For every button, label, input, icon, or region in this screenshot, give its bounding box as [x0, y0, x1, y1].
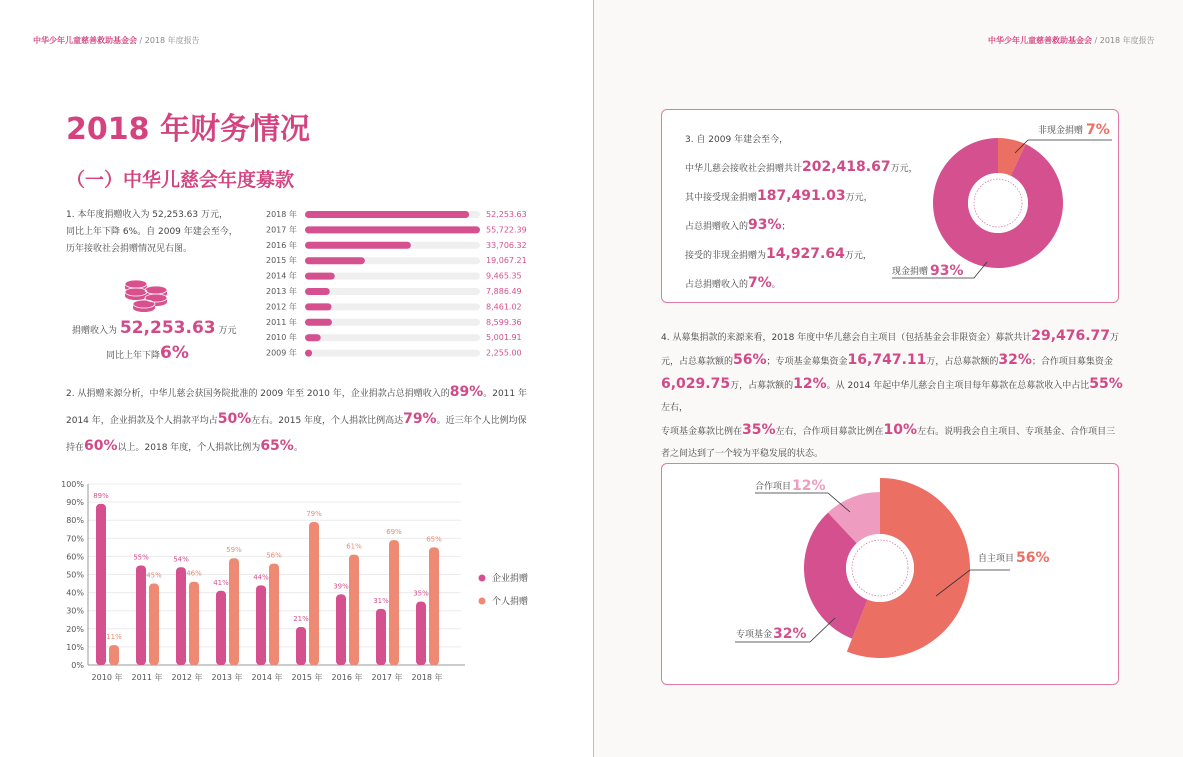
column-个人捐赠-4	[269, 564, 279, 665]
cash-noncash-donut-chart	[870, 112, 1120, 298]
column-企业捐赠-4	[256, 585, 266, 665]
yoy-value: 6%	[160, 343, 189, 363]
column-data-label: 31%	[373, 596, 389, 605]
bar-year-label: 2017 年	[266, 225, 297, 235]
slice-value-self: 56%	[1016, 550, 1050, 566]
y-tick-label: 0%	[71, 661, 84, 670]
column-data-label: 44%	[253, 573, 269, 582]
intro-paragraph: 1. 本年度捐赠收入为 52,253.63 万元， 同比上年下降 6%。自 2009 年建会至今， 历年接收社会捐赠情况见右图。	[66, 210, 238, 254]
slice-label-self: 自主项目	[978, 554, 1015, 564]
x-tick-label: 2016 年	[331, 673, 363, 682]
column-企业捐赠-2	[176, 567, 186, 665]
x-tick-label: 2017 年	[371, 673, 403, 682]
bar-value-1	[305, 226, 480, 233]
y-tick-label: 40%	[66, 588, 84, 598]
slice-value-coop: 12%	[792, 478, 826, 494]
column-企业捐赠-8	[416, 602, 426, 665]
legend-swatch	[479, 598, 486, 605]
bar-value-label: 9,465.35	[486, 271, 522, 281]
slice-label-noncash: 非现金捐赠	[1038, 126, 1084, 136]
bar-value-3	[305, 257, 365, 264]
slice-label-cash: 现金捐赠	[892, 267, 929, 277]
y-tick-label: 100%	[61, 480, 84, 489]
y-tick-label: 70%	[66, 534, 84, 544]
bar-year-label: 2018 年	[266, 210, 297, 219]
section-heading: （一）中华儿慈会年度募款	[66, 169, 295, 191]
bar-track	[305, 334, 480, 341]
x-tick-label: 2018 年	[411, 673, 443, 682]
column-企业捐赠-3	[216, 591, 226, 665]
column-data-label: 89%	[93, 491, 109, 500]
y-tick-label: 10%	[66, 642, 84, 652]
y-tick-label: 50%	[66, 570, 84, 580]
bar-year-label: 2015 年	[266, 256, 297, 266]
bar-value-label: 8,461.02	[486, 302, 522, 312]
slice-label-coop: 合作项目	[755, 482, 792, 492]
cumulative-paragraph: 3. 自 2009 年建会至今， 中华儿慈会接收社会捐赠共计202,418.67万元， 其中接受现金捐赠187,491.03万元， 占总捐赠收入的93%； 接受的非现金捐赠为14,927.64万元， 占总捐赠收入的7%。	[685, 135, 918, 291]
y-tick-label: 20%	[66, 624, 84, 634]
column-个人捐赠-0	[109, 645, 119, 665]
coin-stack-icon	[120, 276, 172, 316]
bar-track	[305, 350, 480, 357]
column-data-label: 56%	[266, 551, 282, 560]
slice-value-cash: 93%	[930, 263, 964, 279]
bar-value-label: 55,722.39	[486, 225, 527, 235]
column-个人捐赠-7	[389, 540, 399, 665]
column-data-label: 54%	[173, 555, 189, 564]
column-data-label: 21%	[293, 614, 309, 623]
bar-value-6	[305, 303, 332, 310]
x-tick-label: 2010 年	[91, 673, 123, 682]
y-tick-label: 80%	[66, 516, 84, 526]
bar-value-2	[305, 242, 411, 249]
column-企业捐赠-5	[296, 627, 306, 665]
column-个人捐赠-1	[149, 584, 159, 665]
column-data-label: 79%	[306, 510, 322, 519]
column-data-label: 46%	[186, 569, 202, 578]
column-data-label: 65%	[426, 535, 442, 544]
column-data-label: 41%	[213, 578, 229, 587]
page-header-left: 中华少年儿童慈善救助基金会 / 2018 年度报告	[33, 36, 200, 45]
page-header-right: 中华少年儿童慈善救助基金会 / 2018 年度报告	[988, 36, 1155, 45]
x-tick-label: 2014 年	[251, 673, 283, 682]
bar-year-label: 2011 年	[266, 317, 297, 327]
bar-value-label: 7,886.49	[486, 287, 522, 296]
column-个人捐赠-2	[189, 582, 199, 665]
project-type-donut-chart	[700, 468, 1120, 680]
donut-hole	[968, 173, 1028, 233]
bar-value-8	[305, 334, 321, 341]
bar-value-label: 52,253.63	[486, 210, 527, 219]
bar-value-7	[305, 319, 332, 326]
bar-value-4	[305, 273, 335, 280]
bar-year-label: 2010 年	[266, 333, 297, 343]
bar-track	[305, 288, 480, 295]
column-企业捐赠-1	[136, 565, 146, 665]
bar-year-label: 2012 年	[266, 302, 297, 312]
column-data-label: 59%	[226, 546, 242, 555]
bar-value-label: 2,255.00	[486, 348, 522, 358]
slice-value-special: 32%	[773, 626, 807, 642]
column-data-label: 11%	[106, 633, 122, 642]
income-summary: 捐赠收入为 52,253.63 万元	[72, 318, 237, 338]
legend-label: 企业捐赠	[492, 574, 529, 584]
y-tick-label: 30%	[66, 606, 84, 616]
bar-year-label: 2013 年	[266, 287, 297, 296]
bar-value-0	[305, 211, 469, 218]
fundraising-source-paragraph: 4. 从募集捐款的来源来看，2018 年度中华儿慈会自主项目（包括基金会非限资金）募款共计29,476.77万 元，占总募款额的56%；专项基金募集资金16,747.11万，占总募款额的32%；合作项目募集资金 6,029.75万，占募款额的12%。从 2014 年起中华儿慈会自主项目每年募款在总募款收入中占比55%左右， 专项基金募款比例在35%左右，合作项目募款比例在10%左右。说明我会自主项目、专项基金、合作项目三 者之间达到了一个较为平稳发展的状态。	[661, 328, 1123, 459]
slice-value-noncash: 7%	[1086, 122, 1110, 138]
legend-swatch	[479, 575, 486, 582]
bar-value-label: 8,599.36	[486, 317, 522, 327]
bar-value-9	[305, 350, 312, 357]
bar-value-label: 19,067.21	[486, 256, 527, 266]
annual-donation-bar-chart	[258, 205, 548, 365]
y-tick-label: 90%	[66, 498, 84, 508]
income-value: 52,253.63	[119, 318, 216, 338]
x-tick-label: 2011 年	[131, 673, 163, 682]
legend-label: 个人捐赠	[492, 597, 529, 607]
column-企业捐赠-7	[376, 609, 386, 665]
bar-year-label: 2014 年	[266, 271, 297, 281]
donut-hole	[846, 534, 914, 602]
column-个人捐赠-5	[309, 522, 319, 665]
x-tick-label: 2013 年	[211, 673, 243, 682]
column-企业捐赠-6	[336, 594, 346, 665]
x-tick-label: 2012 年	[171, 673, 203, 682]
column-data-label: 61%	[346, 542, 362, 551]
column-企业捐赠-0	[96, 504, 106, 665]
source-analysis-paragraph: 2. 从捐赠来源分析，中华儿慈会获国务院批准的 2009 年至 2010 年，企业捐款占总捐赠收入的89%。2011 年 2014 年，企业捐款及个人捐款平均占50%左右。2015 年度，个人捐款比例高达79%。近三年个人比例均保 持在60%以上。2018 年度，个人捐款比例为65%。	[66, 384, 527, 454]
bar-year-label: 2009 年	[266, 348, 297, 358]
donor-type-column-chart	[56, 474, 536, 689]
column-data-label: 69%	[386, 528, 402, 537]
yoy-summary: 同比上年下降6%	[106, 343, 189, 363]
y-tick-label: 60%	[66, 552, 84, 562]
x-tick-label: 2015 年	[291, 673, 323, 682]
bar-year-label: 2016 年	[266, 240, 297, 250]
bar-value-label: 33,706.32	[486, 240, 527, 250]
column-data-label: 45%	[146, 571, 162, 580]
column-data-label: 55%	[133, 553, 149, 562]
slice-label-special: 专项基金	[736, 630, 773, 640]
column-个人捐赠-8	[429, 547, 439, 665]
page-title: 2018 年财务情况	[66, 112, 310, 147]
column-个人捐赠-6	[349, 555, 359, 665]
bar-value-5	[305, 288, 330, 295]
column-data-label: 39%	[333, 582, 349, 591]
column-data-label: 35%	[413, 589, 429, 598]
bar-value-label: 5,001.91	[486, 333, 522, 343]
column-个人捐赠-3	[229, 558, 239, 665]
